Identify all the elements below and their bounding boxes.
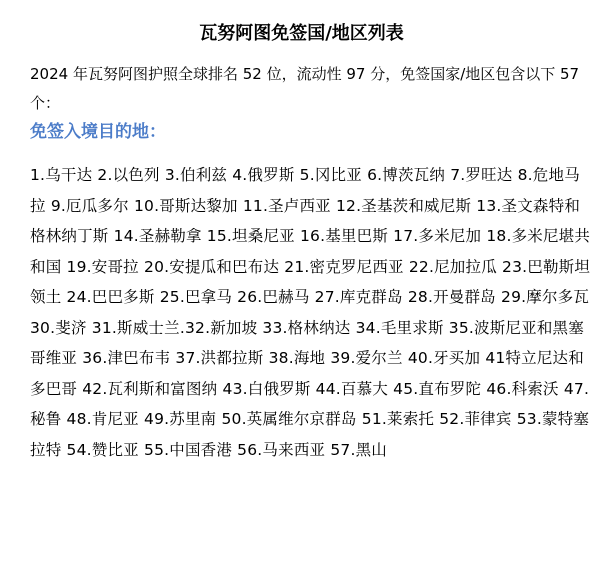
section-heading-visa-free: 免签入境目的地： xyxy=(30,122,166,142)
country-list-paragraph: 1.乌干达 2.以色列 3.伯利兹 4.俄罗斯 5.冈比亚 6.博茨瓦纳 7.罗旺达 8.危地马拉 9.厄瓜多尔 10.哥斯达黎加 11.圣卢西亚 12.圣基茨和威尼斯 13.圣文森特和格林纳丁斯 14.圣赫勒拿 15.坦桑尼亚 16.基里巴斯 17.多米尼加 18.多米尼堪共和国 19.安哥拉 20.安提瓜和巴布达 21.密克罗尼西亚 22.尼加拉瓜 23.巴勒斯坦领土 24.巴巴多斯 25.巴拿马 26.巴赫马 27.库克群岛 28.开曼群岛 29.摩尔多瓦 30.斐济 31.斯威士兰.32.新加坡 33.格林纳达 34.毛里求斯 35.波斯尼亚和黑塞哥维亚 36.津巴布韦 37.洪都拉斯 38.海地 39.爱尔兰 40.牙买加 41特立尼达和多巴哥 42.瓦利斯和富图纳 43.白俄罗斯 44.百慕大 45.直布罗陀 46.科索沃 47.秘鲁 48.肯尼亚 49.苏里南 50.英属维尔京群岛 51.莱索托 52.菲律宾 53.蒙特塞拉特 54.赞比亚 55.中国香港 56.马来西亚 57.黑山 xyxy=(30,166,591,459)
document-title: 瓦努阿图免签国/地区列表 xyxy=(199,23,404,44)
intro-paragraph: 2024 年瓦努阿图护照全球排名 52 位，流动性 97 分，免签国家/地区包含以下 57 个： xyxy=(30,65,580,112)
